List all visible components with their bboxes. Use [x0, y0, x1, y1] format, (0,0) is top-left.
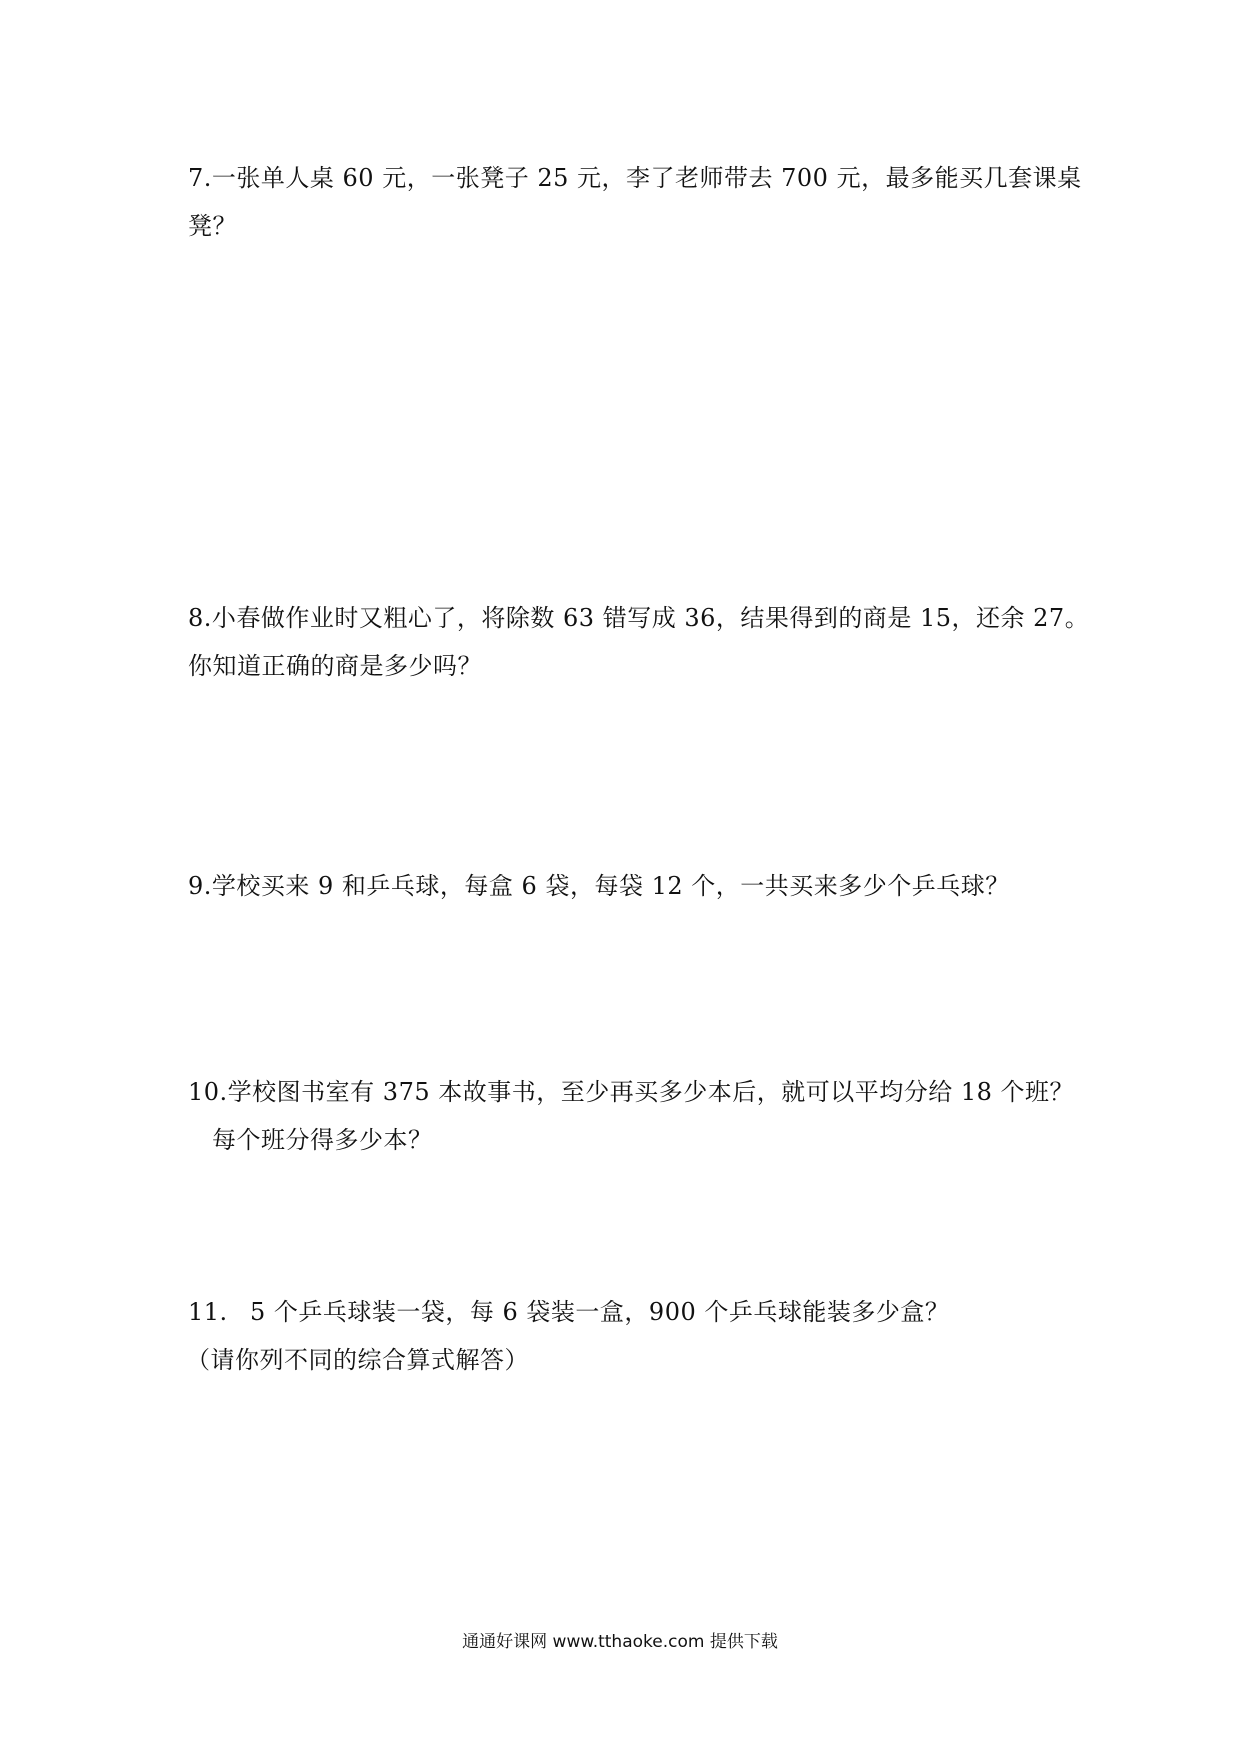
- question-7-line-2: [188, 210, 237, 242]
- question-11-text-1: 5 个乒乓球装一袋，每 6 袋装一盒，900 个乒乓球能装多少盒？: [250, 1298, 950, 1326]
- question-7-line-1: [188, 162, 1082, 194]
- question-9-number: 9.: [188, 872, 212, 900]
- question-10-line-2: [212, 1124, 433, 1156]
- question-11-text-2: （请你列不同的综合算式解答）: [186, 1346, 529, 1374]
- question-8-line-1: [188, 602, 1089, 634]
- question-7-text-1: 一张单人桌 60 元，一张凳子 25 元，李了老师带去 700 元，最多能买几套课桌: [211, 164, 1082, 192]
- question-9-line-1: [188, 870, 1010, 902]
- question-10-line-1: [188, 1076, 1074, 1108]
- question-10-text-2: 每个班分得多少本？: [212, 1126, 433, 1154]
- question-8-line-2: [188, 650, 482, 682]
- question-8-text-2: 你知道正确的商是多少吗？: [188, 652, 482, 680]
- question-7-number: 7.: [188, 164, 212, 192]
- question-11-line-2: [186, 1344, 529, 1376]
- question-11-number: 11.: [188, 1298, 228, 1326]
- question-9-text-1: 学校买来 9 和乒乓球，每盒 6 袋，每袋 12 个，一共买来多少个乒乓球？: [211, 872, 1010, 900]
- question-8-number: 8.: [188, 604, 212, 632]
- question-11-line-1: [188, 1296, 949, 1328]
- question-10-text-1: 学校图书室有 375 本故事书，至少再买多少本后，就可以平均分给 18 个班？: [227, 1078, 1075, 1106]
- question-8-text-1: 小春做作业时又粗心了，将除数 63 错写成 36，结果得到的商是 15，还余 27。: [211, 604, 1090, 632]
- question-7-text-2: 凳？: [188, 212, 237, 240]
- question-10-number: 10.: [188, 1078, 228, 1106]
- page-footer: 通通好课网 www.tthaoke.com 提供下载: [462, 1632, 778, 1652]
